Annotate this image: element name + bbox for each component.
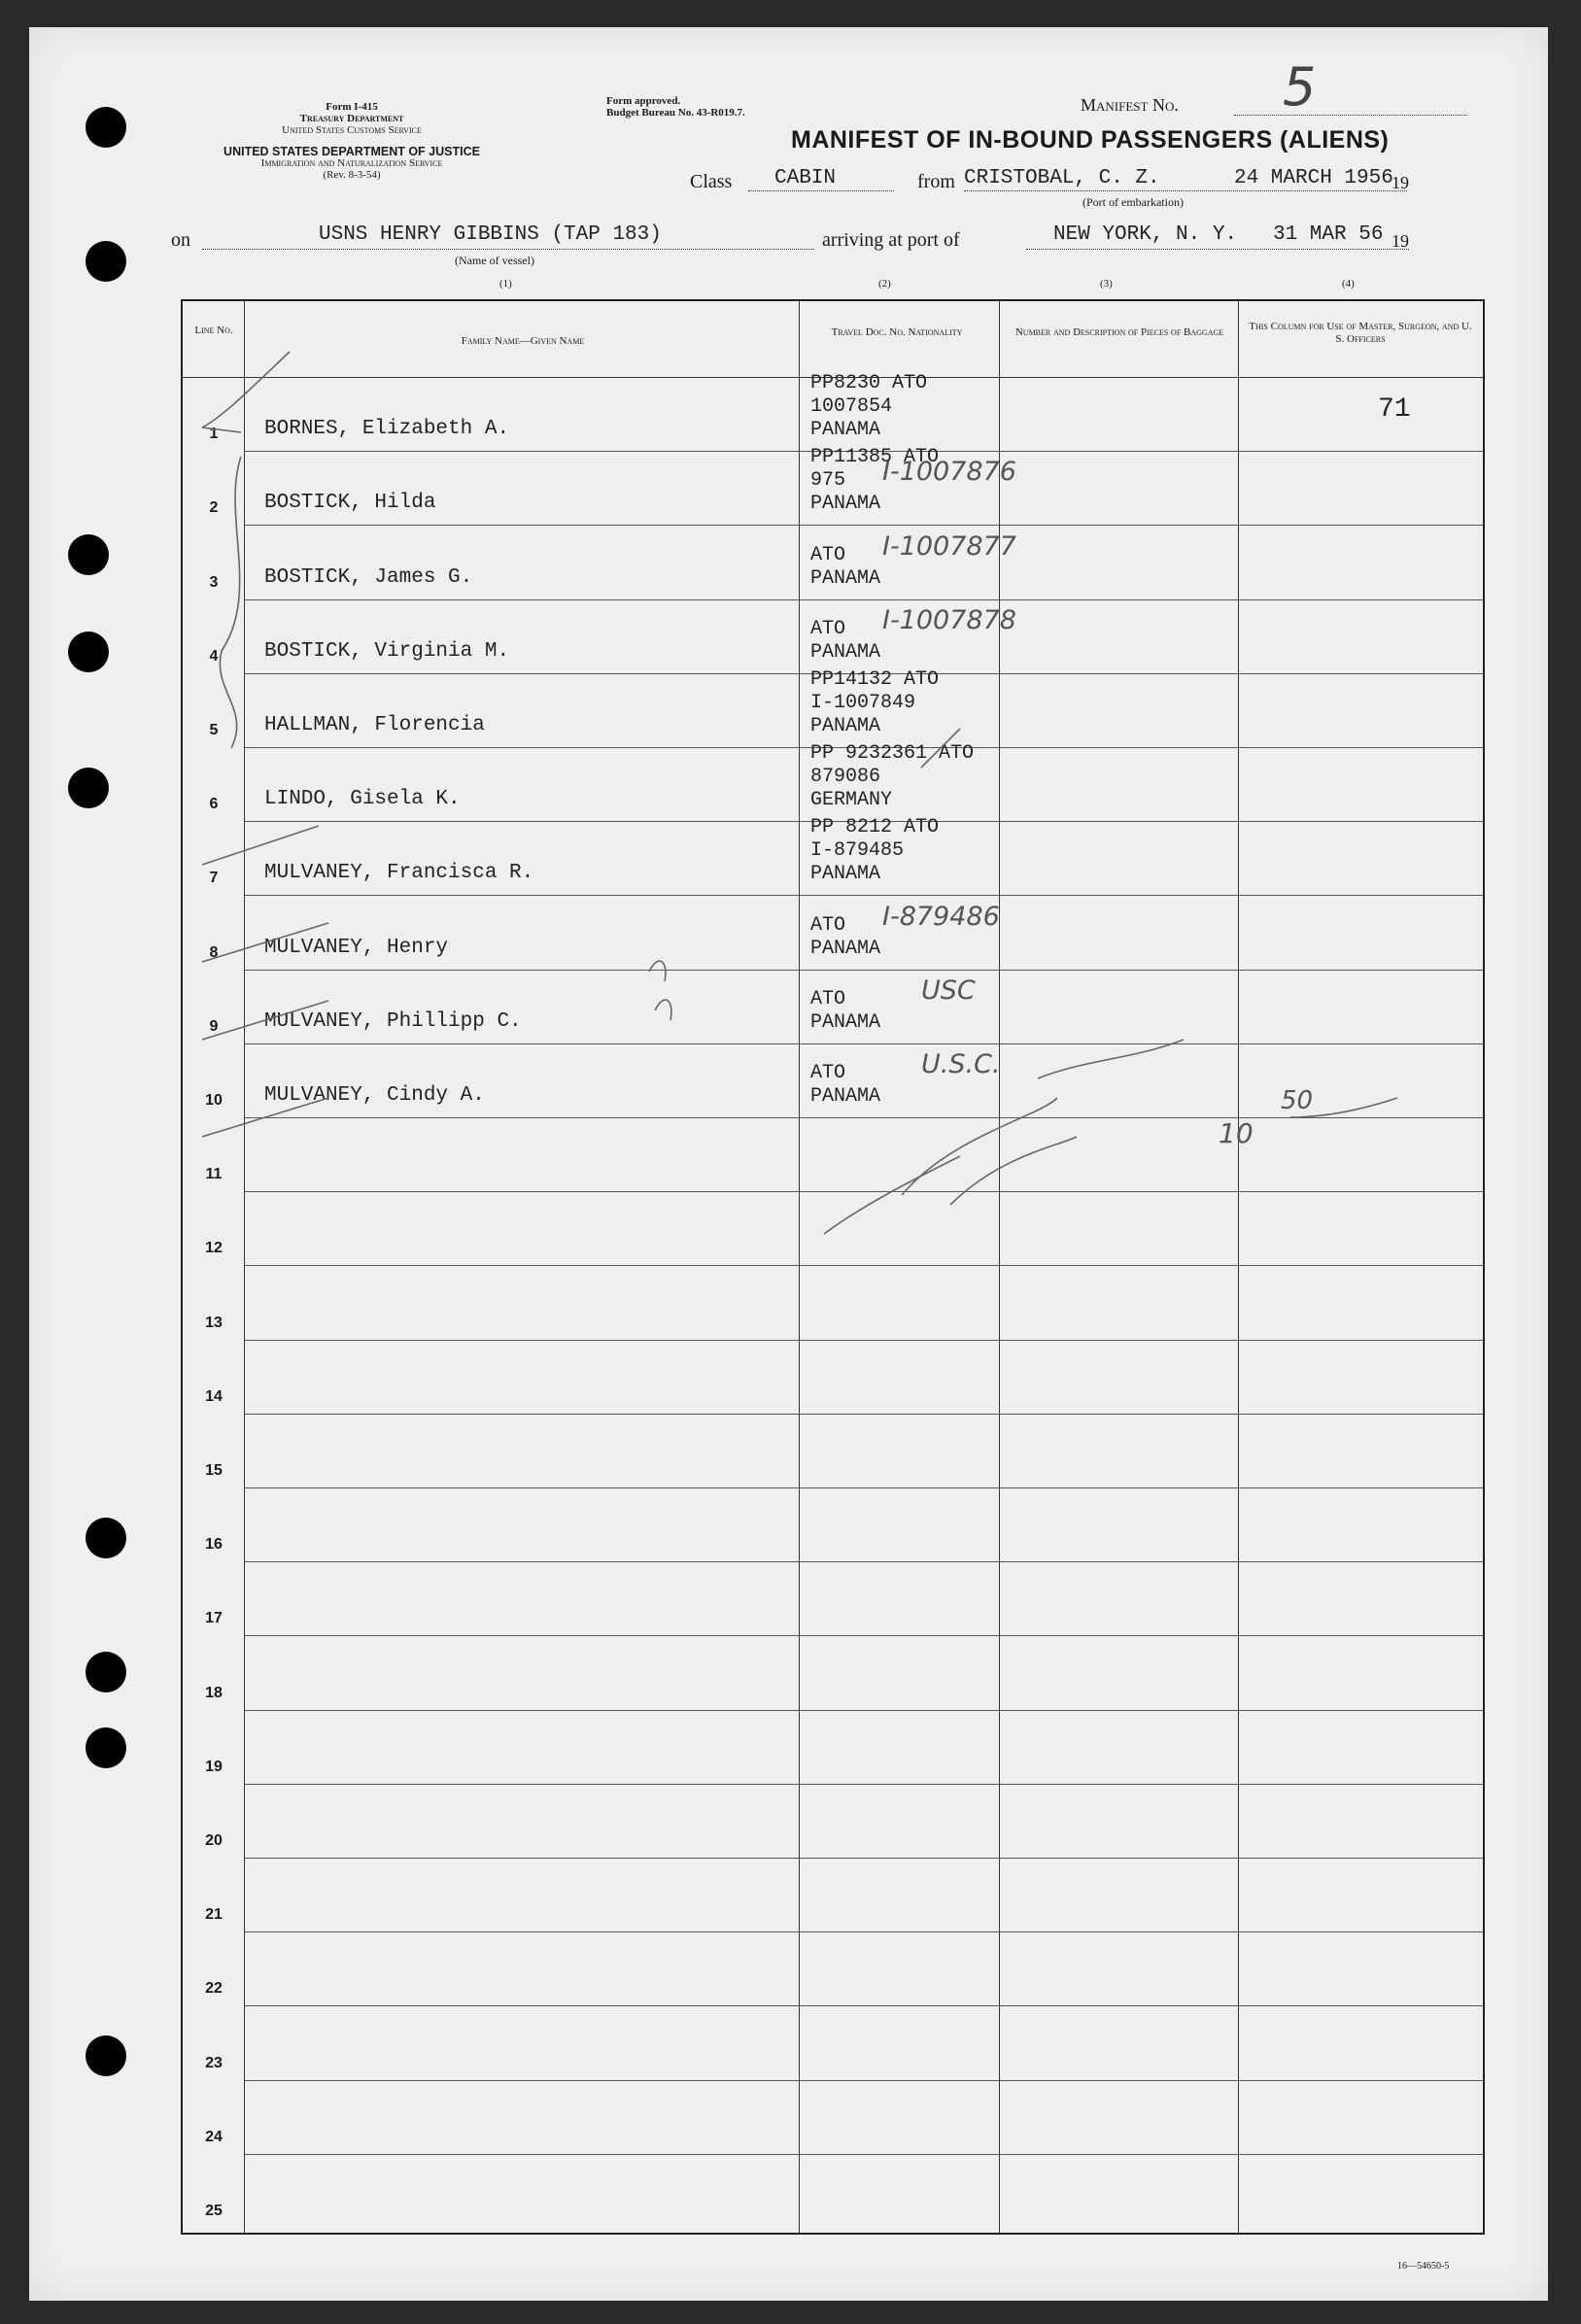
- binder-hole: [86, 107, 126, 148]
- handwritten-mark: 50: [1281, 1086, 1314, 1115]
- header-baggage: Number and Description of Pieces of Baggage: [1014, 326, 1224, 338]
- from-value: CRISTOBAL, C. Z.: [964, 167, 1160, 189]
- travel-doc-line: ATO: [810, 617, 846, 640]
- vessel-name: USNS HENRY GIBBINS (TAP 183): [319, 223, 662, 246]
- handwritten-count: 10: [1219, 1117, 1254, 1149]
- row-number: 19: [205, 1758, 223, 1775]
- pencil-stroke: [202, 1098, 328, 1137]
- header-name: Family Name—Given Name: [461, 335, 585, 347]
- handwritten-doc-no: U.S.C.: [921, 1049, 1001, 1079]
- travel-doc-line: PP11385 ATO: [810, 446, 940, 469]
- binder-hole: [86, 1652, 126, 1692]
- pencil-stroke: [1290, 1098, 1397, 1117]
- passenger-name: HALLMAN, Florencia: [264, 714, 485, 736]
- travel-doc-line: PANAMA: [810, 937, 881, 960]
- passenger-name: BORNES, Elizabeth A.: [264, 418, 510, 441]
- row-number: 18: [205, 1684, 223, 1701]
- binder-hole: [86, 2035, 126, 2076]
- travel-doc-line: GERMANY: [810, 789, 893, 812]
- row-number: 17: [205, 1610, 223, 1627]
- pencil-stroke: [202, 352, 290, 432]
- travel-doc-line: PANAMA: [810, 1010, 881, 1034]
- binder-hole: [86, 241, 126, 282]
- vessel-caption: (Name of vessel): [455, 254, 534, 267]
- year-label: 19: [1392, 173, 1409, 192]
- travel-doc-line: PANAMA: [810, 863, 881, 886]
- travel-doc-line: ATO: [810, 1062, 846, 1084]
- col-num-4: (4): [1342, 278, 1355, 290]
- col-num-3: (3): [1100, 278, 1113, 290]
- row-number: 4: [209, 647, 219, 665]
- row-number: 14: [205, 1387, 223, 1405]
- header-officers: This Column for Use of Master, Surgeon, and U. S. Officers: [1249, 321, 1472, 345]
- pencil-stroke: [902, 1098, 1077, 1205]
- row-number: 10: [205, 1092, 223, 1109]
- row-number: 20: [205, 1832, 223, 1849]
- binder-hole: [86, 1518, 126, 1558]
- passenger-name: BOSTICK, Hilda: [264, 492, 436, 515]
- year-label-2: 19: [1392, 231, 1409, 251]
- col-num-2: (2): [878, 278, 891, 290]
- pencil-stroke: [1038, 1040, 1184, 1078]
- travel-doc-line: ATO: [810, 913, 846, 937]
- form-code: 16—54650-5: [1397, 2261, 1450, 2272]
- row-number: 23: [205, 2054, 223, 2071]
- row-number: 3: [209, 573, 219, 591]
- travel-doc-line: ATO: [810, 987, 846, 1010]
- passenger-name: MULVANEY, Francisca R.: [264, 862, 534, 885]
- pencil-stroke: [824, 1156, 960, 1234]
- travel-doc-line: 879086: [810, 766, 881, 789]
- row-number: 11: [205, 1166, 223, 1183]
- travel-doc-line: PANAMA: [810, 566, 881, 590]
- manifest-no-label: Manifest No.: [1081, 95, 1179, 115]
- travel-doc-line: I-1007849: [810, 692, 916, 714]
- class-value: CABIN: [774, 167, 837, 189]
- embark-date: 24 MARCH 1956: [1234, 167, 1393, 189]
- row-number: 15: [205, 1462, 223, 1479]
- row-number: 9: [209, 1017, 219, 1035]
- page-title: MANIFEST OF IN-BOUND PASSENGERS (ALIENS): [791, 126, 1390, 154]
- travel-doc-line: PP 8212 ATO: [810, 816, 940, 839]
- row-number: 24: [205, 2128, 223, 2145]
- travel-doc-line: 1007854: [810, 395, 893, 419]
- pencil-stroke: [649, 961, 666, 981]
- row-number: 25: [205, 2203, 223, 2219]
- travel-doc-line: 975: [810, 469, 846, 493]
- customs-service: United States Customs Service: [282, 124, 422, 136]
- travel-doc-line: ATO: [810, 543, 846, 566]
- header-travel-doc: Travel Doc. No. Nationality: [831, 326, 963, 338]
- handwritten-doc-no: I-1007877: [882, 530, 1016, 562]
- passenger-name: MULVANEY, Phillipp C.: [264, 1009, 522, 1033]
- pencil-stroke: [220, 457, 241, 748]
- arrival-date: 31 MAR 56: [1273, 223, 1384, 246]
- col-num-1: (1): [499, 278, 512, 290]
- travel-doc-line: I-879485: [810, 839, 905, 863]
- travel-doc-line: PP8230 ATO: [810, 372, 928, 395]
- travel-doc-line: PP 9232361 ATO: [810, 742, 975, 766]
- passenger-name: BOSTICK, James G.: [264, 565, 473, 589]
- travel-doc-line: PANAMA: [810, 419, 881, 442]
- travel-doc-line: PANAMA: [810, 640, 881, 664]
- pencil-stroke: [921, 729, 960, 768]
- revision: (Rev. 8-3-54): [323, 169, 381, 181]
- pencil-marks: [183, 301, 1483, 2233]
- row-number: 22: [205, 1980, 223, 1998]
- passenger-table: [181, 299, 1485, 2235]
- on-label: on: [171, 229, 190, 251]
- binder-hole: [68, 534, 109, 575]
- from-label: from: [917, 171, 955, 192]
- form-id: Form I-415: [326, 101, 378, 113]
- pencil-stroke: [202, 1001, 328, 1040]
- row-number: 8: [209, 943, 219, 961]
- row-number: 21: [205, 1906, 223, 1924]
- travel-doc-line: PANAMA: [810, 1085, 881, 1108]
- row-number: 2: [209, 499, 219, 517]
- binder-hole: [68, 632, 109, 672]
- handwritten-doc-no: USC: [921, 974, 976, 1006]
- binder-hole: [68, 768, 109, 808]
- ins-heading: Immigration and Naturalization Service: [260, 157, 443, 169]
- row-number: 5: [209, 722, 219, 738]
- passenger-name: MULVANEY, Henry: [264, 936, 449, 959]
- binder-hole: [86, 1727, 126, 1768]
- class-label: Class: [690, 171, 733, 192]
- row-number: 16: [205, 1536, 223, 1554]
- arrival-port: NEW YORK, N. Y.: [1053, 223, 1238, 246]
- row-number: 13: [205, 1314, 223, 1331]
- row-number: 6: [209, 796, 219, 813]
- port-embark-caption: (Port of embarkation): [1083, 195, 1184, 209]
- pencil-stroke: [202, 826, 319, 865]
- treasury-dept: Treasury Department: [299, 113, 404, 124]
- passenger-name: LINDO, Gisela K.: [264, 788, 461, 811]
- travel-doc-line: PANAMA: [810, 715, 881, 737]
- doj-heading: UNITED STATES DEPARTMENT OF JUSTICE: [223, 145, 480, 158]
- budget-bureau: Budget Bureau No. 43-R019.7.: [606, 107, 745, 119]
- pencil-stroke: [202, 923, 328, 962]
- row-number: 7: [209, 870, 219, 887]
- form-approved: Form approved.: [606, 95, 681, 107]
- row-number: 1: [209, 426, 219, 443]
- travel-doc-line: PP14132 ATO: [810, 668, 940, 691]
- header-line-no: Line No.: [194, 325, 233, 336]
- passenger-name: BOSTICK, Virginia M.: [264, 639, 510, 663]
- officer-note: 71: [1378, 394, 1411, 426]
- passenger-name: MULVANEY, Cindy A.: [264, 1084, 485, 1107]
- row-number: 12: [205, 1240, 223, 1257]
- pencil-stroke: [655, 1000, 671, 1020]
- manifest-no-value: 5: [1283, 56, 1317, 118]
- travel-doc-line: PANAMA: [810, 493, 881, 516]
- handwritten-doc-no: I-879486: [882, 901, 1000, 932]
- arriving-label: arriving at port of: [822, 229, 960, 251]
- handwritten-doc-no: I-1007876: [882, 457, 1016, 488]
- handwritten-doc-no: I-1007878: [882, 604, 1016, 635]
